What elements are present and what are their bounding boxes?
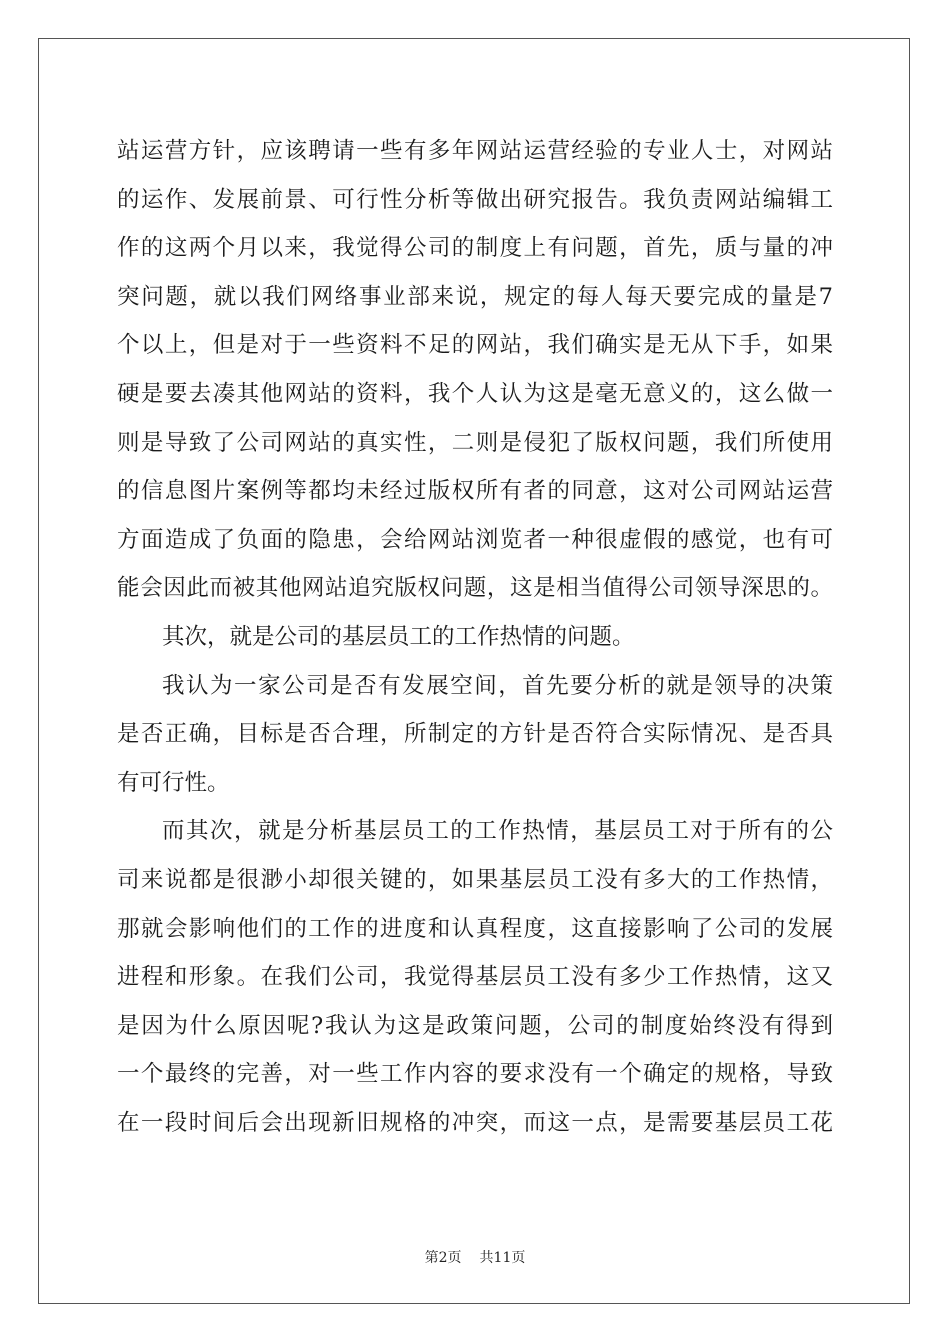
text-line: 是因为什么原因呢?我认为这是政策问题，公司的制度始终没有得到: [117, 1012, 833, 1039]
text-line: 那就会影响他们的工作的进度和认真程度，这直接影响了公司的发展: [117, 915, 833, 942]
page-total: 共11页: [479, 1250, 526, 1266]
text-line: 能会因此而被其他网站追究版权问题，这是相当值得公司领导深思的。: [117, 575, 833, 602]
text-line: 的运作、发展前景、可行性分析等做出研究报告。我负责网站编辑工: [117, 186, 833, 213]
text-line: 站运营方针，应该聘请一些有多年网站运营经验的专业人士，对网站: [117, 138, 833, 164]
text-line: 的信息图片案例等都均未经过版权所有者的同意，这对公司网站运营: [117, 478, 833, 505]
text-line: 作的这两个月以来，我觉得公司的制度上有问题，首先，质与量的冲: [117, 235, 833, 262]
text-line: 方面造成了负面的隐患，会给网站浏览者一种很虚假的感觉，也有可: [117, 526, 833, 553]
text-line: 硬是要去凑其他网站的资料，我个人认为这是毫无意义的，这么做一: [117, 380, 833, 407]
text-line: 在一段时间后会出现新旧规格的冲突，而这一点，是需要基层员工花: [117, 1109, 833, 1136]
page-number: 第2页: [424, 1250, 462, 1266]
text-line: 一个最终的完善，对一些工作内容的要求没有一个确定的规格，导致: [117, 1061, 833, 1088]
text-line: 其次，就是公司的基层员工的工作热情的问题。: [162, 623, 635, 650]
page-footer: [0, 1247, 950, 1267]
text-line: 有可行性。: [117, 769, 230, 796]
text-line: 我认为一家公司是否有发展空间，首先要分析的就是领导的决策: [162, 672, 833, 699]
text-line: 则是导致了公司网站的真实性，二则是侵犯了版权问题，我们所使用: [117, 429, 833, 456]
text-line: 司来说都是很渺小却很关键的，如果基层员工没有多大的工作热情，: [117, 866, 833, 893]
text-line: 是否正确，目标是否合理，所制定的方针是否符合实际情况、是否具: [117, 721, 833, 748]
text-line: 而其次，就是分析基层员工的工作热情，基层员工对于所有的公: [162, 818, 833, 845]
text-line: 突问题，就以我们网络事业部来说，规定的每人每天要完成的量是7: [117, 283, 833, 310]
text-line: 进程和形象。在我们公司，我觉得基层员工没有多少工作热情，这又: [117, 964, 833, 991]
text-line: 个以上，但是对于一些资料不足的网站，我们确实是无从下手，如果: [117, 332, 833, 359]
document-body: [117, 127, 833, 1147]
